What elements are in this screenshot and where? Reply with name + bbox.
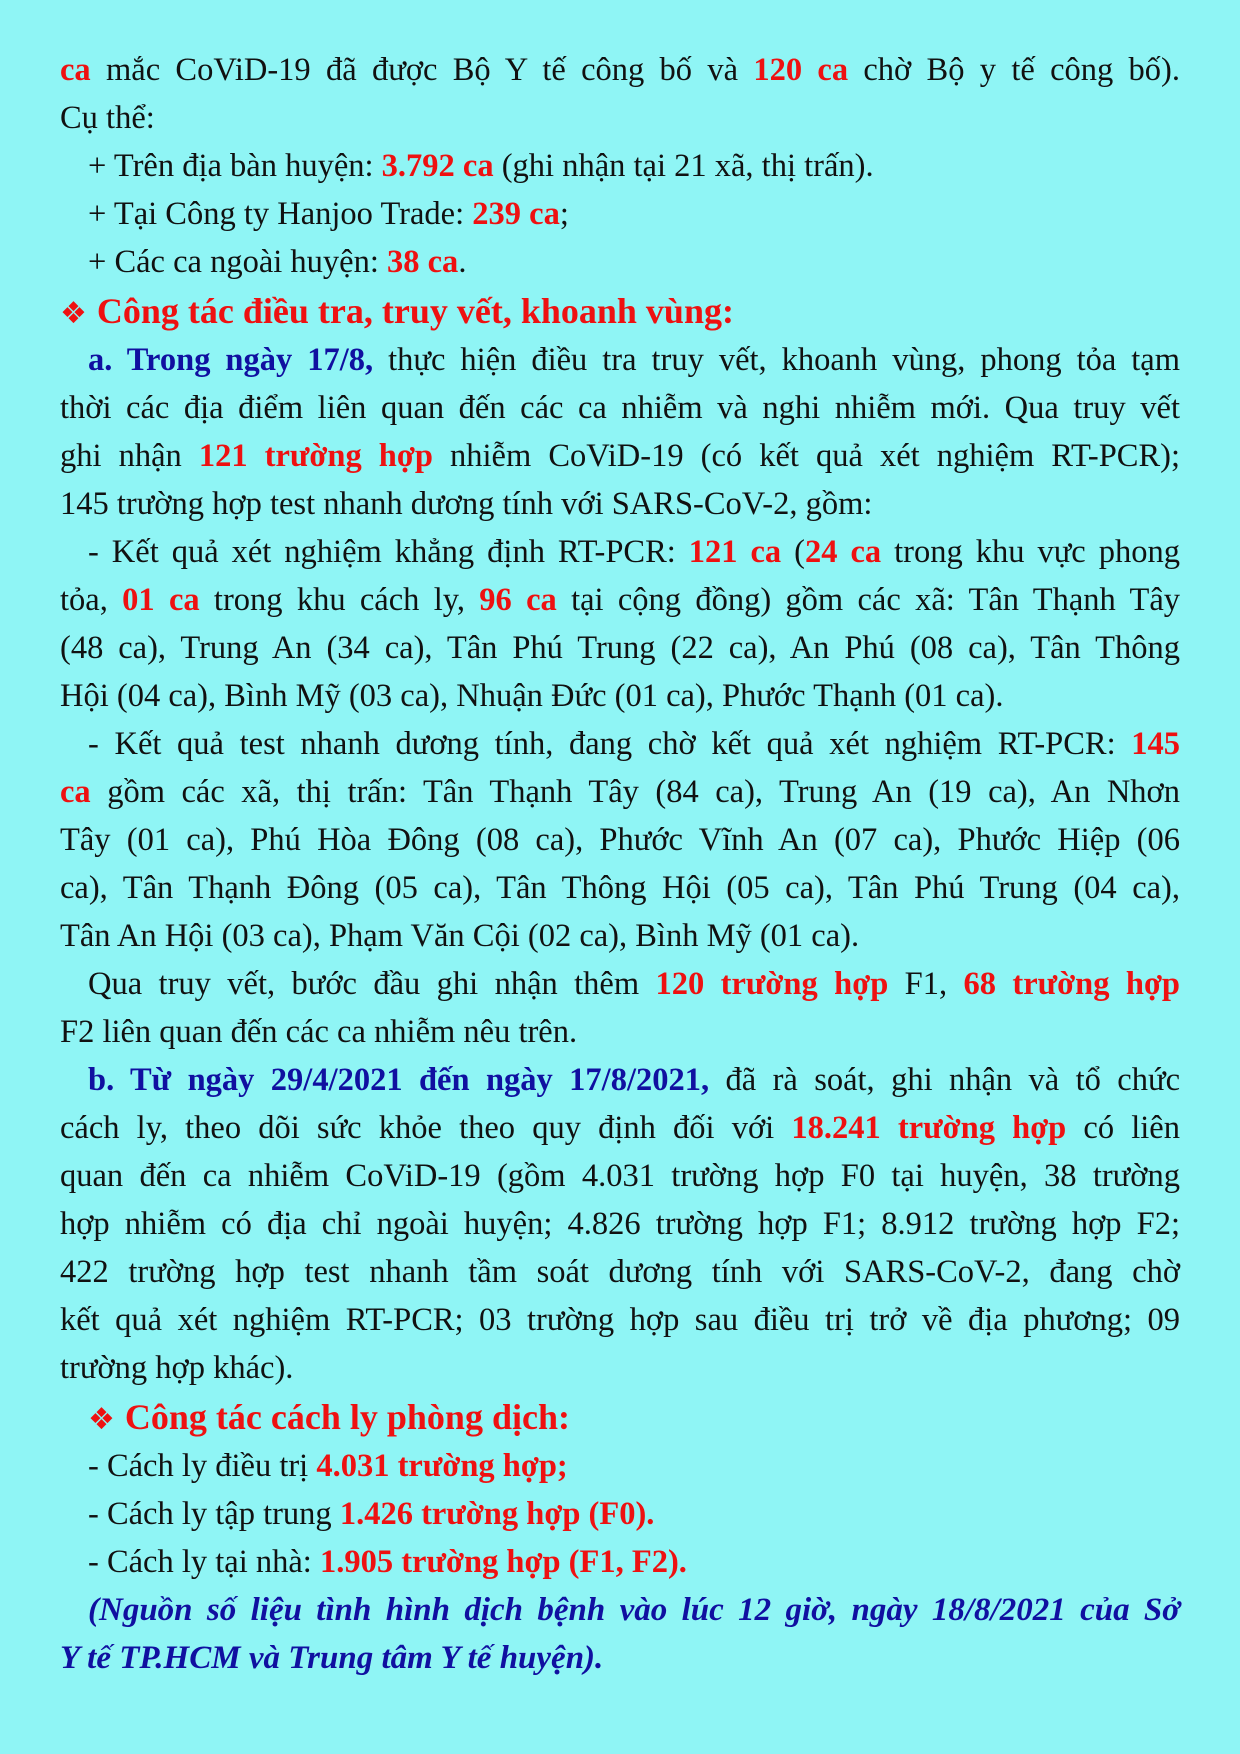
text: tỏa, (60, 582, 123, 618)
trace-line-1 (60, 960, 1180, 1008)
text: Qua truy vết, bước đầu ghi nhận thêm (88, 966, 656, 1002)
text: gồm các xã, thị trấn: Tân Thạnh Tây (84 ca), Trung An (19 ca), An Nhơn (90, 774, 1180, 810)
item-label: - Cách ly tập trung (88, 1496, 340, 1532)
value-highlight: 01 ca (122, 582, 200, 618)
text: cách ly, theo dõi sức khỏe theo quy định đối với (60, 1110, 792, 1146)
item-value: 1.426 trường hợp (F0). (339, 1496, 655, 1532)
item-label: - Cách ly tại nhà: (88, 1544, 320, 1580)
rapid-line-2 (60, 768, 1180, 816)
rapid-line-5: Tân An Hội (03 ca), Phạm Văn Cội (02 ca), Bình Mỹ (01 ca). (60, 918, 860, 954)
item-value: 1.905 trường hợp (F1, F2). (319, 1544, 687, 1580)
intro-line-1 (60, 46, 1180, 94)
para-b-line-1 (60, 1056, 1180, 1104)
source-note-line-1: (Nguồn số liệu tình hình dịch bệnh vào lúc 12 giờ, ngày 18/8/2021 của Sở (88, 1592, 1180, 1628)
pcr-line-1 (60, 528, 1180, 576)
item-note: (ghi nhận tại 21 xã, thị trấn). (493, 148, 874, 184)
item-label: + Trên địa bàn huyện: (88, 148, 382, 184)
para-b-line-7: trường hợp khác). (60, 1350, 294, 1386)
value-highlight: ca (60, 774, 91, 810)
item-note: ; (559, 196, 569, 232)
item-value: 239 ca (472, 196, 560, 232)
case-count-highlight: ca (60, 52, 91, 88)
para-b-line-3: quan đến ca nhiễm CoViD-19 (gồm 4.031 trường hợp F0 tại huyện, 38 trường (60, 1158, 1180, 1194)
pcr-line-2 (60, 576, 1180, 624)
diamond-bullet-icon: ❖ (60, 296, 87, 331)
pending-count-highlight: 120 ca (753, 52, 849, 88)
diamond-bullet-icon: ❖ (88, 1402, 115, 1437)
intro-item (60, 142, 1180, 190)
text: ( (781, 534, 805, 570)
text: có liên (1066, 1110, 1180, 1146)
pcr-line-3: (48 ca), Trung An (34 ca), Tân Phú Trung (22 ca), An Phú (08 ca), Tân Thông (60, 630, 1180, 666)
rapid-line-4: ca), Tân Thạnh Đông (05 ca), Tân Thông Hội (05 ca), Tân Phú Trung (04 ca), (60, 870, 1180, 906)
value-highlight: 24 ca (805, 534, 882, 570)
para-b-line-6: kết quả xét nghiệm RT-PCR; 03 trường hợp sau điều trị trở về địa phương; 09 (60, 1302, 1180, 1338)
trace-line-2: F2 liên quan đến các ca nhiễm nêu trên. (60, 1014, 578, 1050)
isolation-item (60, 1442, 1180, 1490)
isolation-item (60, 1490, 1180, 1538)
item-value: 3.792 ca (381, 148, 494, 184)
intro-item (60, 238, 1180, 286)
isolation-item (60, 1538, 1180, 1586)
value-highlight: 145 (1131, 726, 1180, 762)
text: đã rà soát, ghi nhận và tổ chức (709, 1062, 1180, 1098)
value-highlight: 121 trường hợp (198, 438, 433, 474)
text: trong khu cách ly, (199, 582, 480, 618)
text: nhiễm CoViD-19 (có kết quả xét nghiệm RT-PCR); (432, 438, 1180, 474)
para-label: a. Trong ngày 17/8, (88, 342, 374, 378)
item-note: . (458, 244, 467, 280)
para-label: b. Từ ngày 29/4/2021 đến ngày 17/8/2021, (88, 1062, 710, 1098)
para-a-line-1 (60, 336, 1180, 384)
section-heading-investigation (60, 286, 1180, 336)
source-note-line-2: Y tế TP.HCM và Trung tâm Y tế huyện). (60, 1640, 604, 1676)
para-b-line-2 (60, 1104, 1180, 1152)
para-b-line-4: hợp nhiễm có địa chỉ ngoài huyện; 4.826 trường hợp F1; 8.912 trường hợp F2; (60, 1206, 1180, 1242)
heading-text: Công tác điều tra, truy vết, khoanh vùng: (96, 291, 734, 331)
item-value: 38 ca (387, 244, 459, 280)
intro-item (60, 190, 1180, 238)
text: F1, (888, 966, 964, 1002)
text: trong khu vực phong (881, 534, 1180, 570)
para-a-line-3 (60, 432, 1180, 480)
rapid-line-3: Tây (01 ca), Phú Hòa Đông (08 ca), Phước Vĩnh An (07 ca), Phước Hiệp (06 (60, 822, 1180, 858)
rapid-line-1 (60, 720, 1180, 768)
value-highlight: 96 ca (479, 582, 557, 618)
text: thực hiện điều tra truy vết, khoanh vùng, phong tỏa tạm (373, 342, 1180, 378)
value-highlight: 121 ca (688, 534, 782, 570)
para-a-line-2: thời các địa điểm liên quan đến các ca nhiễm và nghi nhiễm mới. Qua truy vết (60, 390, 1180, 426)
value-highlight: 68 trường hợp (963, 966, 1181, 1002)
item-label: - Cách ly điều trị (88, 1448, 317, 1484)
para-a-line-4: 145 trường hợp test nhanh dương tính với SARS-CoV-2, gồm: (60, 486, 873, 522)
text: chờ Bộ y tế công bố). (848, 52, 1180, 88)
item-value: 4.031 trường hợp; (316, 1448, 568, 1484)
intro-line-2: Cụ thể: (60, 100, 155, 136)
section-heading-isolation (60, 1392, 1180, 1442)
text: - Kết quả xét nghiệm khẳng định RT-PCR: (88, 534, 689, 570)
text: tại cộng đồng) gồm các xã: Tân Thạnh Tây (556, 582, 1180, 618)
value-highlight: 120 trường hợp (655, 966, 889, 1002)
text: - Kết quả test nhanh dương tính, đang chờ kết quả xét nghiệm RT-PCR: (88, 726, 1132, 762)
heading-text: Công tác cách ly phòng dịch: (124, 1397, 570, 1437)
item-label: + Các ca ngoài huyện: (88, 244, 387, 280)
text: ghi nhận (60, 438, 199, 474)
item-label: + Tại Công ty Hanjoo Trade: (88, 196, 473, 232)
text: mắc CoViD-19 đã được Bộ Y tế công bố và (90, 52, 754, 88)
value-highlight: 18.241 trường hợp (791, 1110, 1067, 1146)
para-b-line-5: 422 trường hợp test nhanh tầm soát dương tính với SARS-CoV-2, đang chờ (60, 1254, 1180, 1290)
pcr-line-4: Hội (04 ca), Bình Mỹ (03 ca), Nhuận Đức (01 ca), Phước Thạnh (01 ca). (60, 678, 1004, 714)
